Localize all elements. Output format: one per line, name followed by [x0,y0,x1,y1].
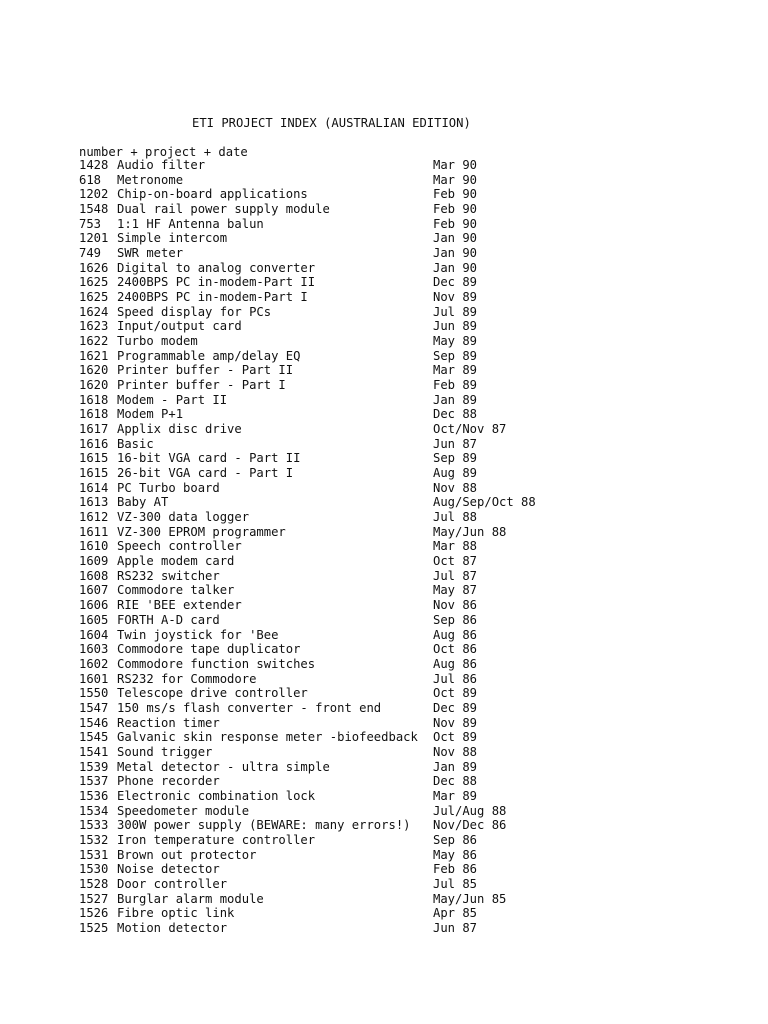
entry-number: 1618 [79,407,109,422]
entry-project: PC Turbo board [117,480,220,495]
entry-date: Jul 89 [433,304,478,319]
list-item [79,510,759,525]
list-item [79,730,759,745]
list-item [79,290,759,305]
entry-number: 1607 [79,583,109,598]
entry-project: SWR meter [117,246,184,261]
list-item [79,701,759,716]
list-item [79,833,759,848]
entry-date: Mar 89 [433,363,478,378]
entry-date: Jun 89 [433,319,478,334]
entry-date: Dec 89 [433,275,478,290]
list-item [79,319,759,334]
entry-date: Nov/Dec 86 [433,818,507,833]
list-item [79,466,759,481]
entry-number: 1601 [79,671,109,686]
entry-date: Aug 89 [433,466,478,481]
entry-date: Nov 88 [433,744,478,759]
entry-date: Jan 90 [433,246,478,261]
entry-number: 1602 [79,656,109,671]
entry-number: 1539 [79,759,109,774]
entry-date: Feb 89 [433,378,478,393]
entry-project: Modem P+1 [117,407,184,422]
entry-date: Mar 90 [433,172,478,187]
entry-number: 1620 [79,363,109,378]
entry-date: Dec 88 [433,774,478,789]
list-item [79,275,759,290]
entry-date: Jul 86 [433,671,478,686]
entry-number: 1202 [79,187,109,202]
list-item [79,877,759,892]
entry-project: Noise detector [117,862,220,877]
entry-date: Oct 87 [433,554,478,569]
entry-number: 1201 [79,231,109,246]
entry-date: Jul 88 [433,510,478,525]
entry-date: Nov 89 [433,715,478,730]
entry-project: Brown out protector [117,847,257,862]
list-item [79,642,759,657]
entry-project: Baby AT [117,495,169,510]
entry-project: Burglar alarm module [117,891,264,906]
entry-number: 1622 [79,334,109,349]
entry-date: Jul 85 [433,876,478,891]
list-item [79,231,759,246]
entry-number: 1541 [79,744,109,759]
list-item [79,393,759,408]
entry-project: Audio filter [117,158,206,172]
entry-date: Nov 86 [433,598,478,613]
entry-number: 1606 [79,598,109,613]
entry-date: Oct 89 [433,730,478,745]
entry-number: 1609 [79,554,109,569]
entry-number: 1530 [79,862,109,877]
list-item [79,583,759,598]
entry-project: Sound trigger [117,744,213,759]
list-item [79,363,759,378]
entry-project: Motion detector [117,920,228,935]
entry-date: Nov 88 [433,480,478,495]
entry-date: Apr 85 [433,906,478,921]
entry-date: Jun 87 [433,920,478,935]
entry-number: 1605 [79,612,109,627]
entry-project: Speedometer module [117,803,250,818]
entry-date: May 89 [433,334,478,349]
list-item [79,495,759,510]
entry-project: Modem - Part II [117,392,228,407]
entry-date: May 86 [433,847,478,862]
entry-date: Feb 90 [433,216,478,231]
entry-project: Speech controller [117,539,242,554]
entry-project: Turbo modem [117,334,198,349]
entry-date: Oct/Nov 87 [433,422,507,437]
list-item [79,173,759,188]
list-item [79,598,759,613]
entry-project: Door controller [117,876,228,891]
entry-project: RS232 for Commodore [117,671,257,686]
list-item [79,246,759,261]
entry-date: Feb 90 [433,202,478,217]
list-item [79,378,759,393]
entry-number: 1617 [79,422,109,437]
list-item [79,407,759,422]
entry-number: 1616 [79,436,109,451]
entry-project: Printer buffer - Part II [117,363,294,378]
column-header: number + project + date [79,145,248,159]
list-item [79,525,759,540]
entry-project: 300W power supply (BEWARE: many errors!) [117,818,411,833]
entry-number: 1547 [79,700,109,715]
entry-number: 1611 [79,524,109,539]
list-item [79,774,759,789]
entry-project: 2400BPS PC in-modem-Part II [117,275,316,290]
list-item [79,261,759,276]
project-list [79,158,759,936]
entry-number: 1526 [79,906,109,921]
entry-number: 1618 [79,392,109,407]
list-item [79,804,759,819]
list-item [79,187,759,202]
entry-number: 1527 [79,891,109,906]
list-item [79,451,759,466]
entry-date: Jan 89 [433,392,478,407]
list-item [79,217,759,232]
entry-project: Chip-on-board applications [117,187,308,202]
entry-date: Mar 89 [433,788,478,803]
entry-project: Reaction timer [117,715,220,730]
entry-number: 1525 [79,920,109,935]
list-item [79,158,759,173]
entry-project: Applix disc drive [117,422,242,437]
entry-project: Apple modem card [117,554,235,569]
entry-number: 1615 [79,466,109,481]
entry-number: 1537 [79,774,109,789]
entry-project: 16-bit VGA card - Part II [117,451,301,466]
entry-project: Commodore tape duplicator [117,642,301,657]
entry-project: Digital to analog converter [117,260,316,275]
list-item [79,613,759,628]
entry-project: FORTH A-D card [117,612,220,627]
entry-project: Printer buffer - Part I [117,378,286,393]
list-item [79,921,759,936]
entry-number: 1548 [79,202,109,217]
entry-number: 1613 [79,495,109,510]
entry-date: Dec 88 [433,407,478,422]
entry-project: Twin joystick for 'Bee [117,627,279,642]
list-item [79,569,759,584]
list-item [79,745,759,760]
entry-project: VZ-300 data logger [117,510,250,525]
entry-date: Dec 89 [433,700,478,715]
entry-date: Sep 89 [433,348,478,363]
list-item [79,422,759,437]
entry-project: Commodore function switches [117,656,316,671]
list-item [79,760,759,775]
entry-date: Jan 90 [433,260,478,275]
list-item [79,334,759,349]
entry-number: 1625 [79,290,109,305]
entry-date: Feb 86 [433,862,478,877]
entry-number: 1614 [79,480,109,495]
entry-project: Metal detector - ultra simple [117,759,330,774]
entry-project: Dual rail power supply module [117,202,330,217]
entry-number: 1550 [79,686,109,701]
entry-number: 1531 [79,847,109,862]
list-item [79,672,759,687]
entry-date: May/Jun 88 [433,524,507,539]
entry-number: 1626 [79,260,109,275]
list-item [79,628,759,643]
entry-date: Sep 86 [433,612,478,627]
entry-date: Oct 86 [433,642,478,657]
entry-date: Aug 86 [433,656,478,671]
entry-number: 618 [79,172,102,187]
entry-project: Iron temperature controller [117,832,316,847]
list-item [79,906,759,921]
entry-date: Mar 90 [433,158,478,172]
list-item [79,481,759,496]
entry-date: Sep 86 [433,832,478,847]
entry-project: Commodore talker [117,583,235,598]
entry-project: 2400BPS PC in-modem-Part I [117,290,308,305]
entry-project: Speed display for PCs [117,304,272,319]
entry-number: 753 [79,216,102,231]
entry-project: RS232 switcher [117,568,220,583]
entry-date: Oct 89 [433,686,478,701]
entry-number: 1625 [79,275,109,290]
entry-project: Electronic combination lock [117,788,316,803]
entry-number: 1620 [79,378,109,393]
entry-date: Jan 90 [433,231,478,246]
list-item [79,349,759,364]
entry-number: 1546 [79,715,109,730]
entry-date: Mar 88 [433,539,478,554]
entry-number: 1532 [79,832,109,847]
entry-date: Jan 89 [433,759,478,774]
entry-date: Jul 87 [433,568,478,583]
entry-project: 26-bit VGA card - Part I [117,466,294,481]
entry-number: 1623 [79,319,109,334]
entry-date: Feb 90 [433,187,478,202]
entry-date: Aug 86 [433,627,478,642]
entry-project: Fibre optic link [117,906,235,921]
entry-project: Simple intercom [117,231,228,246]
list-item [79,657,759,672]
entry-date: May/Jun 85 [433,891,507,906]
entry-project: Phone recorder [117,774,220,789]
entry-project: Programmable amp/delay EQ [117,348,301,363]
entry-number: 1604 [79,627,109,642]
entry-project: VZ-300 EPROM programmer [117,524,286,539]
entry-number: 1612 [79,510,109,525]
entry-number: 1534 [79,803,109,818]
list-item [79,539,759,554]
entry-date: Nov 89 [433,290,478,305]
entry-project: 150 ms/s flash converter - front end [117,700,382,715]
entry-date: Aug/Sep/Oct 88 [433,495,536,510]
entry-date: Jun 87 [433,436,478,451]
entry-date: May 87 [433,583,478,598]
page-title: ETI PROJECT INDEX (AUSTRALIAN EDITION) [192,116,471,130]
list-item [79,892,759,907]
entry-number: 749 [79,246,102,261]
entry-number: 1428 [79,158,109,172]
entry-number: 1615 [79,451,109,466]
list-item [79,437,759,452]
entry-project: Galvanic skin response meter -biofeedback [117,730,418,745]
entry-number: 1528 [79,876,109,891]
entry-number: 1608 [79,568,109,583]
list-item [79,862,759,877]
entry-number: 1621 [79,348,109,363]
entry-number: 1624 [79,304,109,319]
list-item [79,848,759,863]
list-item [79,686,759,701]
list-item [79,818,759,833]
entry-number: 1603 [79,642,109,657]
entry-date: Sep 89 [433,451,478,466]
list-item [79,202,759,217]
list-item [79,305,759,320]
entry-project: Telescope drive controller [117,686,308,701]
entry-number: 1610 [79,539,109,554]
entry-number: 1545 [79,730,109,745]
list-item [79,789,759,804]
entry-project: Basic [117,436,154,451]
entry-number: 1533 [79,818,109,833]
entry-date: Jul/Aug 88 [433,803,507,818]
entry-project: 1:1 HF Antenna balun [117,216,264,231]
entry-project: RIE 'BEE extender [117,598,242,613]
list-item [79,716,759,731]
entry-project: Metronome [117,172,184,187]
entry-number: 1536 [79,788,109,803]
entry-project: Input/output card [117,319,242,334]
list-item [79,554,759,569]
